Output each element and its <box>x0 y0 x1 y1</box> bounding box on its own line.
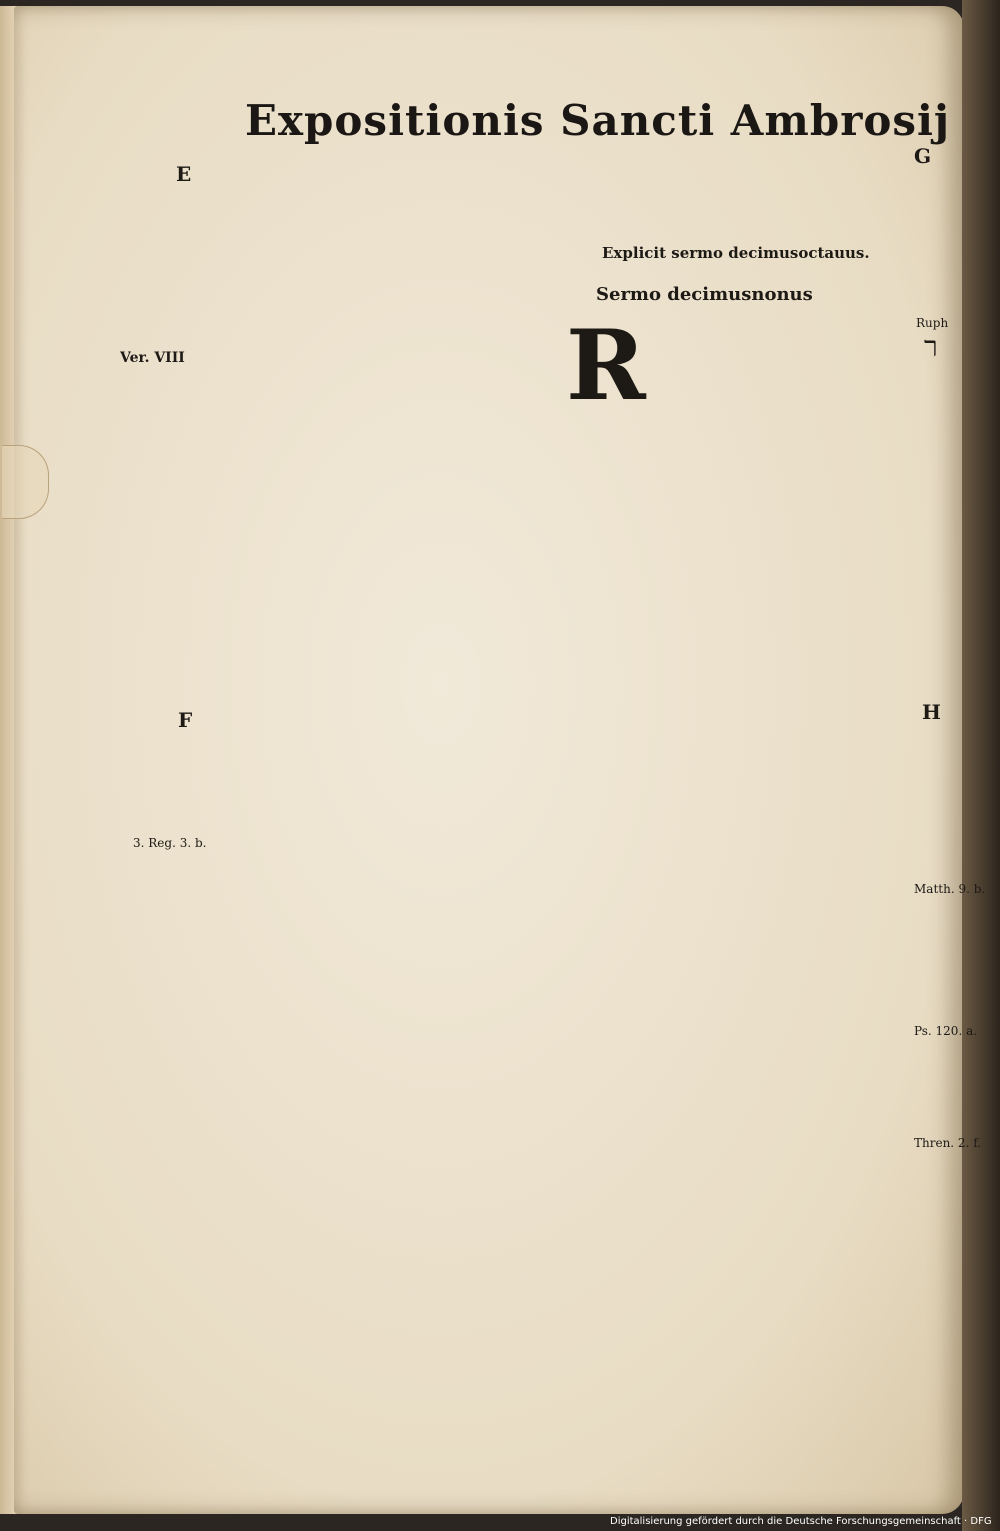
margin-hebrew-letter: ר <box>924 330 938 363</box>
margin-letter-e: E <box>176 162 192 186</box>
margin-verse-ref: Ver. VIII <box>120 350 185 366</box>
digitization-credit: Digitalisierung gefördert durch die Deutsche Forschungsgemeinschaft · DFG <box>610 1516 992 1527</box>
left-text-column <box>207 148 553 1268</box>
margin-letter-f: F <box>178 708 193 732</box>
margin-citation-ps: Ps. 120. a. <box>914 1024 978 1038</box>
right-text-column <box>562 148 910 1258</box>
book-binding-edge <box>962 0 1000 1531</box>
margin-citation-reg: 3. Reg. 3. b. <box>133 836 207 850</box>
margin-citation-matth: Matth. 9. b. <box>914 882 986 896</box>
sermon-heading: Sermo decimusnonus <box>596 284 813 305</box>
explicit-line: Explicit sermo decimusoctauus. <box>602 244 870 262</box>
margin-hebrew-label: Ruph <box>916 316 949 330</box>
margin-letter-h: H <box>922 700 941 724</box>
margin-letter-g: G <box>914 144 932 168</box>
margin-citation-thren: Thren. 2. f. <box>914 1136 982 1150</box>
page-tab-mark <box>2 445 49 519</box>
drop-cap: R <box>566 309 646 422</box>
running-head: Expositionis Sancti Ambrosij <box>245 96 951 145</box>
